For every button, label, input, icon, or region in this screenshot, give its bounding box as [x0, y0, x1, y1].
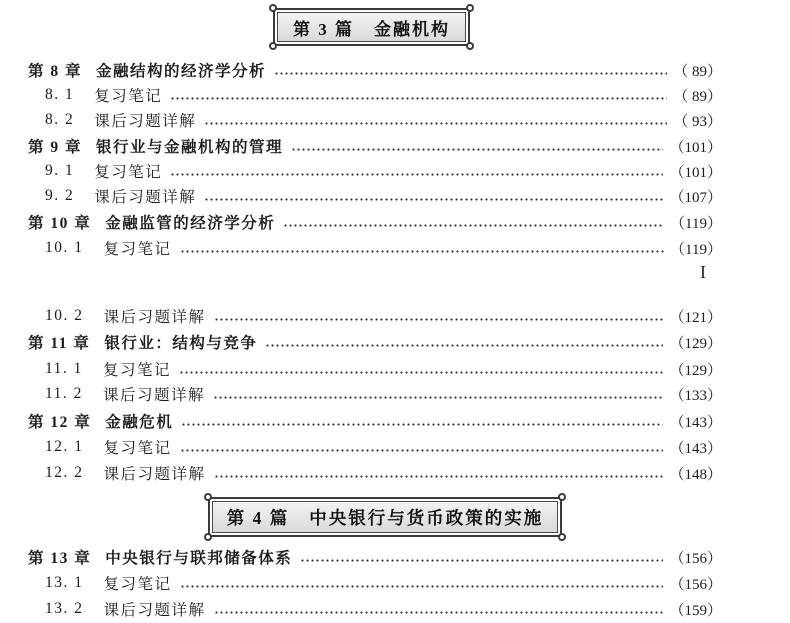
section-number: 9. 2 — [45, 187, 75, 204]
section-title: 课后习题详解 — [103, 309, 206, 326]
banner-corner-ornament — [269, 4, 277, 12]
banner-corner-ornament — [204, 533, 212, 541]
page-number: （121） — [669, 309, 722, 326]
leader-dots — [180, 449, 664, 452]
toc-section-11-2 — [45, 383, 722, 405]
section-number: 9. 1 — [45, 162, 75, 179]
chapter-title: 金融危机 — [105, 414, 174, 431]
leader-dots — [283, 224, 664, 227]
page-number: （133） — [669, 387, 722, 404]
page-number: （143） — [669, 414, 722, 431]
section-number: 11. 2 — [45, 385, 83, 402]
page-number: （143） — [669, 440, 722, 457]
part-3-banner — [273, 8, 470, 46]
chapter-title: 金融结构的经济学分析 — [96, 63, 267, 80]
toc-section-8-1 — [45, 84, 722, 106]
chapter-number: 第 9 章 — [28, 139, 83, 156]
leader-dots — [181, 423, 663, 426]
page-number: （ 89） — [673, 63, 722, 80]
page-number: （129） — [669, 335, 722, 352]
leader-dots — [170, 173, 663, 176]
section-title: 课后习题详解 — [103, 602, 206, 619]
leader-dots — [214, 318, 664, 321]
page-number: （101） — [669, 139, 722, 156]
banner-corner-ornament — [466, 4, 474, 12]
section-title: 复习笔记 — [94, 88, 163, 105]
section-title: 课后习题详解 — [102, 387, 205, 404]
toc-section-10-2 — [45, 305, 722, 327]
toc-section-10-1 — [45, 237, 722, 259]
leader-dots — [300, 559, 663, 562]
toc-section-9-2 — [45, 185, 722, 207]
leader-dots — [170, 97, 667, 100]
section-title: 复习笔记 — [103, 440, 172, 457]
page-number: （119） — [670, 215, 722, 232]
page-marker: I — [700, 262, 706, 282]
chapter-title: 中央银行与联邦储备体系 — [105, 550, 293, 567]
part-4-banner — [208, 497, 562, 537]
part-label: 第 3 篇 — [293, 19, 354, 39]
toc-section-13-2 — [45, 598, 722, 620]
chapter-number: 第 11 章 — [28, 335, 91, 352]
toc-chapter-10 — [28, 211, 722, 233]
chapter-title: 银行业与金融机构的管理 — [96, 139, 284, 156]
page-number: （159） — [669, 602, 722, 619]
toc-section-13-1 — [45, 572, 722, 594]
toc-section-12-2 — [45, 462, 722, 484]
banner-corner-ornament — [269, 42, 277, 50]
chapter-title: 金融监管的经济学分析 — [105, 215, 276, 232]
page-number: （101） — [669, 164, 722, 181]
chapter-number: 第 8 章 — [28, 63, 83, 80]
leader-dots — [213, 396, 664, 399]
chapter-title: 银行业：结构与竞争 — [104, 335, 258, 352]
section-number: 10. 1 — [45, 239, 84, 256]
part-3-banner-plate — [277, 12, 466, 42]
leader-dots — [274, 72, 667, 75]
section-number: 10. 2 — [45, 307, 84, 324]
leader-dots — [265, 344, 663, 347]
section-number: 8. 1 — [45, 86, 75, 103]
toc-section-11-1 — [45, 358, 722, 380]
toc-chapter-13 — [28, 546, 722, 568]
leader-dots — [204, 198, 663, 201]
section-number: 13. 1 — [45, 574, 84, 591]
leader-dots — [291, 148, 663, 151]
page-number: （119） — [670, 241, 722, 258]
toc-chapter-9 — [28, 135, 722, 157]
section-title: 复习笔记 — [102, 362, 171, 379]
toc-section-12-1 — [45, 436, 722, 458]
section-title: 课后习题详解 — [94, 189, 197, 206]
page-number: （156） — [669, 550, 722, 567]
section-title: 课后习题详解 — [103, 466, 206, 483]
leader-dots — [180, 250, 665, 253]
page-number: （129） — [669, 362, 722, 379]
section-title: 复习笔记 — [103, 576, 172, 593]
section-number: 12. 2 — [45, 464, 84, 481]
page-number: （107） — [669, 189, 722, 206]
banner-corner-ornament — [204, 493, 212, 501]
part-label: 第 4 篇 — [226, 507, 290, 528]
banner-corner-ornament — [466, 42, 474, 50]
leader-dots — [214, 611, 664, 614]
toc-chapter-11 — [28, 331, 722, 353]
section-title: 复习笔记 — [94, 164, 163, 181]
page-number: （156） — [669, 576, 722, 593]
toc-chapter-12 — [28, 410, 722, 432]
page-number: （ 89） — [673, 88, 722, 105]
section-number: 13. 2 — [45, 600, 84, 617]
banner-corner-ornament — [558, 493, 566, 501]
leader-dots — [214, 475, 664, 478]
chapter-number: 第 13 章 — [28, 550, 92, 567]
toc-section-8-2 — [45, 109, 722, 131]
leader-dots — [204, 122, 667, 125]
leader-dots — [179, 371, 664, 374]
page-number: （ 93） — [673, 113, 722, 130]
section-number: 11. 1 — [45, 360, 83, 377]
chapter-number: 第 12 章 — [28, 414, 92, 431]
banner-corner-ornament — [558, 533, 566, 541]
chapter-number: 第 10 章 — [28, 215, 92, 232]
part-name: 中央银行与货币政策的实施 — [309, 507, 544, 528]
page-number: （148） — [669, 466, 722, 483]
section-number: 8. 2 — [45, 111, 75, 128]
toc-chapter-8 — [28, 59, 722, 81]
section-number: 12. 1 — [45, 438, 84, 455]
leader-dots — [180, 585, 664, 588]
part-name: 金融机构 — [374, 19, 450, 39]
part-4-banner-plate — [212, 501, 558, 533]
toc-section-9-1 — [45, 160, 722, 182]
section-title: 复习笔记 — [103, 241, 172, 258]
section-title: 课后习题详解 — [94, 113, 197, 130]
